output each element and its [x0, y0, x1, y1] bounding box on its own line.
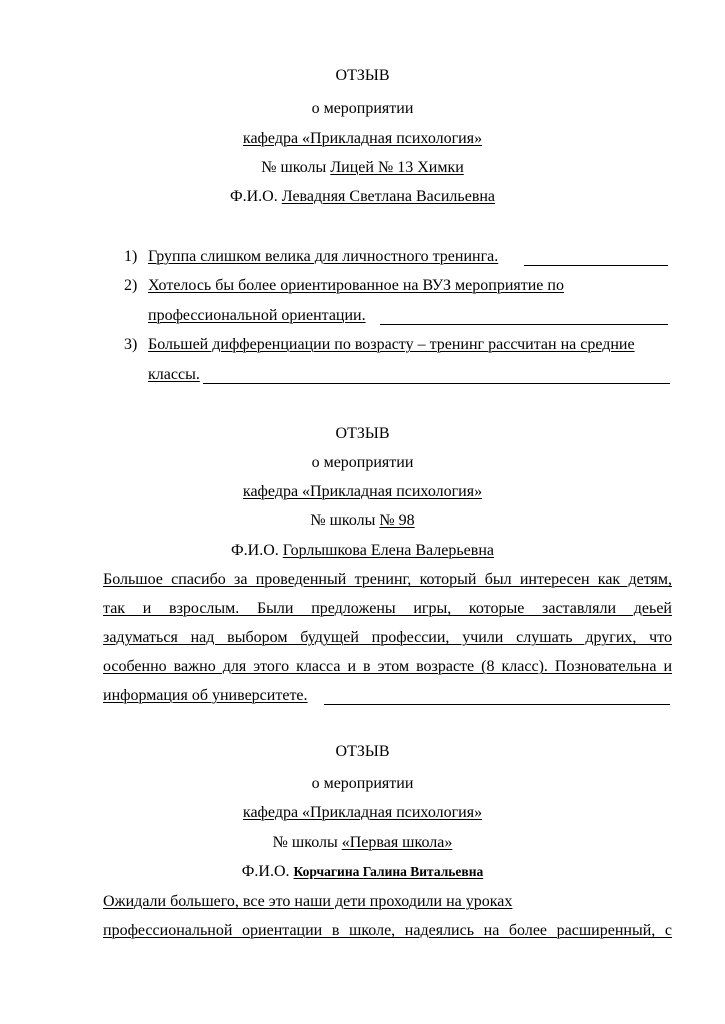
item-number: 1) [124, 248, 138, 265]
item-number: 2) [124, 277, 138, 294]
item-line: классы. [148, 366, 200, 383]
item-number: 3) [124, 336, 138, 353]
fio-label: Ф.И.О. [231, 542, 279, 559]
review1-department: кафедра «Прикладная психология» [242, 130, 483, 147]
text-line: профессиональной ориентации в школе, надеялись на более расширенный, с [103, 922, 672, 939]
item-line: профессиональной ориентации. [148, 307, 366, 324]
review1-fio [0, 187, 725, 207]
text-line: так и взрослым. Были предложены игры, которые заставляли деьей [103, 600, 672, 617]
school-label: № школы [272, 834, 338, 851]
fill-line [524, 265, 668, 266]
review3-subtitle: о мероприятии [311, 775, 414, 792]
review2-fio [0, 541, 725, 561]
review1-subtitle: о мероприятии [311, 100, 414, 117]
review2-subtitle: о мероприятии [311, 454, 414, 471]
review2-department: кафедра «Прикладная психология» [242, 483, 483, 500]
text-line: Ожидали большего, все это наши дети проходили на уроках [103, 893, 513, 910]
fio-value: Горлышкова Елена Валерьевна [282, 542, 494, 559]
text-line: особенно важно для этого класса и в этом возрасте (8 класс). Позновательна и [103, 658, 672, 675]
text-line: Большое спасибо за проведенный тренинг, который был интересен как детям, [103, 571, 672, 588]
fio-value: Корчагина Галина Витальевна [293, 864, 484, 879]
fio-value: Левадняя Светлана Васильевна [281, 188, 496, 205]
review3-department: кафедра «Прикладная психология» [242, 804, 483, 821]
school-label: № школы [310, 512, 376, 529]
school-label: № школы [261, 159, 327, 176]
review3-school [0, 833, 725, 853]
review3-title: ОТЗЫВ [335, 743, 390, 760]
text-line: информация об университете. [103, 687, 308, 704]
school-value: Лицей № 13 Химки [330, 159, 464, 176]
fill-line [324, 704, 670, 705]
review3-fio [0, 862, 725, 882]
review1-school [0, 158, 725, 178]
fill-line [380, 324, 668, 325]
fill-line [203, 383, 670, 384]
school-value: «Первая школа» [341, 834, 453, 851]
item-line: Большей дифференциации по возрасту – тренинг рассчитан на средние [148, 336, 635, 353]
fio-label: Ф.И.О. [241, 863, 290, 880]
item-line: Хотелось бы более ориентированное на ВУЗ мероприятие по [148, 277, 564, 294]
school-value: № 98 [379, 512, 415, 529]
fio-label: Ф.И.О. [229, 188, 278, 205]
review1-title: ОТЗЫВ [335, 67, 390, 84]
review2-school [0, 511, 725, 531]
item-line: Группа слишком велика для личностного тренинга. [148, 248, 499, 265]
text-line: задуматься над выбором будущей профессии, учили слушать других, что [103, 629, 672, 646]
review2-title: ОТЗЫВ [335, 425, 390, 442]
